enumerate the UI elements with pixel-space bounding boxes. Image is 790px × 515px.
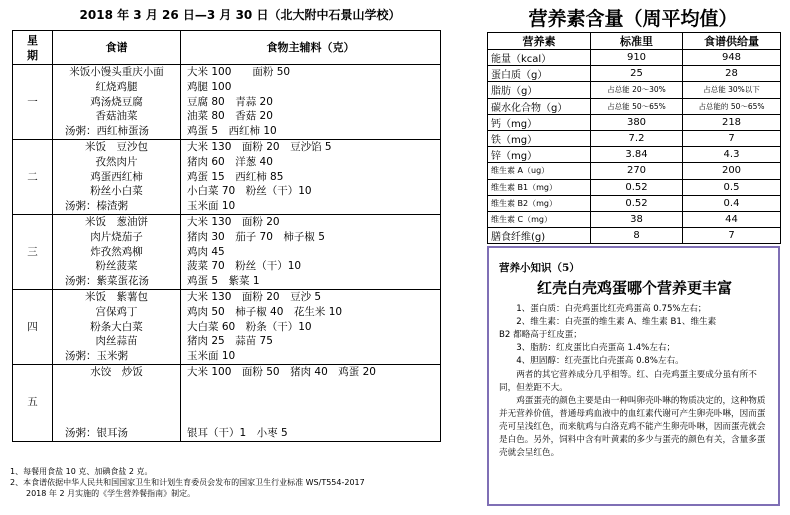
dish-cell [53,139,181,214]
standard-value: 0.52 [591,179,683,195]
dish-name: 水饺 炒饭 [90,365,143,378]
standard-value: 3.84 [591,147,683,163]
dish-name: 粉丝小白菜 [90,185,143,198]
nutrient-name: 维生素 C（mg） [488,211,591,227]
standard-value: 0.52 [591,195,683,211]
standard-value: 38 [591,211,683,227]
standard-value: 25 [591,66,683,82]
standard-value: 占总能 20～30% [591,82,683,98]
knowledge-point: 3、脂肪：红皮蛋比白壳蛋高 1.4%左右； [516,343,676,354]
menu-day-row [13,364,441,441]
ingredient-line: 油菜 80 香菇 20 [187,110,273,123]
dish-cell [53,364,181,441]
nutrition-row [488,98,781,114]
ingredient-line: 大白菜 60 粉条（干）10 [187,320,312,333]
ingredient-line: 鸡蛋 15 西红柿 85 [187,170,284,183]
supply-value: 948 [683,50,781,66]
standard-value: 7.2 [591,130,683,146]
nutrient-name: 蛋白质（g） [488,66,591,82]
nutrient-name: 钙（mg） [488,114,591,130]
day-label: 四 [13,289,53,364]
supply-value: 7 [683,130,781,146]
footnote: 2018 年 2 月实施的《学生营养餐指南》制定。 [26,489,196,498]
menu-day-row [13,214,441,289]
footnote: 1、每餐用食盐 10 克、加碘食盐 2 克。 [10,467,153,476]
knowledge-heading: 营养小知识（5） [499,262,580,274]
day-label: 五 [13,364,53,441]
ingredient-line: 大米 100 面粉 50 [187,66,291,78]
ingredient-line: 玉米面 10 [187,350,236,363]
nutrition-row [488,147,781,163]
nutrient-name: 铁（mg） [488,130,591,146]
menu-day-row [13,139,441,214]
nutrition-row [488,114,781,130]
dish-name: 米饭 豆沙包 [85,140,148,153]
ingredient-line: 大米 130 面粉 20 豆沙 5 [187,290,322,303]
nutrition-header-supply: 食谱供给量 [683,33,781,50]
blank-line [187,395,440,410]
menu-header-day: 星 期 [13,31,53,65]
standard-value: 380 [591,114,683,130]
dish-name: 鸡汤烧豆腐 [90,95,143,108]
nutrition-knowledge-box [487,246,780,506]
menu-header-ingredients: 食物主辅料（克） [181,31,441,65]
nutrition-row [488,228,781,244]
nutrient-name: 脂肪（g） [488,82,591,98]
day-label: 三 [13,214,53,289]
supply-value: 占总能 30%以下 [683,82,781,98]
dish-name: 红烧鸡腿 [95,80,138,93]
menu-day-row [13,65,441,140]
blank-line [187,411,440,426]
nutrient-name: 维生素 B1（mg） [488,179,591,195]
footnote: 2、本食谱依据中华人民共和国国家卫生和计划生育委员会发布的国家卫生行业标准 WS/T554-2017 [10,478,365,487]
ingredients-cell [181,289,441,364]
ingredient-line: 大米 130 面粉 20 [187,215,280,228]
ingredient-line: 鸡肉 45 [187,245,225,258]
menu-footnotes [10,466,450,499]
nutrition-header-nutrient: 营养素 [488,33,591,50]
blank-line [55,411,178,426]
ingredients-cell [181,214,441,289]
soup-name: 汤粥：紫菜蛋花汤 [65,275,149,288]
ingredient-line: 鸡腿 100 [187,80,232,93]
nutrition-header-row [488,33,781,50]
ingredient-line: 大米 100 面粉 50 猪肉 40 鸡蛋 20 [187,365,376,378]
nutrition-title: 营养素含量（周平均值） [528,8,738,30]
blank-line [187,380,440,395]
nutrient-name: 锌（mg） [488,147,591,163]
soup-name: 汤粥：榛渣粥 [65,200,128,213]
dish-name: 粉丝菠菜 [95,260,138,273]
nutrition-row [488,179,781,195]
dish-name: 香菇油菜 [95,110,138,123]
dish-name: 米饭小馒头重庆小面 [69,66,164,78]
supply-value: 0.5 [683,179,781,195]
dish-cell [53,289,181,364]
soup-name: 汤粥：银耳汤 [65,426,128,439]
nutrition-table [487,32,781,244]
dish-cell [53,214,181,289]
ingredient-line: 鸡蛋 5 紫菜 1 [187,275,260,288]
ingredient-line: 大米 130 面粉 20 豆沙馅 5 [187,140,332,153]
ingredient-line: 豆腐 80 青蒜 20 [187,95,273,108]
knowledge-explanation: 鸡蛋蛋壳的颜色主要是由一种叫卵壳卟啉的物质决定的，这种物质并无营养价值，普通母鸡血液中的血红素代谢可产生卵壳卟啉，因而蛋壳可呈浅红色，而来航鸡与白洛克鸡不能产生卵壳卟啉，因而蛋壳就会是白色。另外，饲料中含有叶黄素的多少与蛋壳的颜色有关，含量多蛋壳就会呈红色。 [499,395,766,459]
dish-name: 孜然肉片 [95,155,138,168]
nutrition-header-standard: 标准里 [591,33,683,50]
nutrition-row [488,82,781,98]
menu-table [12,30,441,442]
nutrient-name: 能量（kcal） [488,50,591,66]
ingredient-line: 菠菜 70 粉丝（干）10 [187,260,302,273]
nutrition-row [488,211,781,227]
day-label: 二 [13,139,53,214]
dish-cell [53,65,181,140]
ingredient-line: 猪肉 60 洋葱 40 [187,155,273,168]
knowledge-point: 4、胆固醇：红壳蛋比白壳蛋高 0.8%左右。 [516,356,684,367]
dish-name: 炸孜然鸡柳 [90,245,143,258]
supply-value: 4.3 [683,147,781,163]
nutrient-name: 碳水化合物（g） [488,98,591,114]
supply-value: 200 [683,163,781,179]
nutrition-row [488,130,781,146]
supply-value: 7 [683,228,781,244]
menu-header-row [13,31,441,65]
ingredients-cell [181,65,441,140]
nutrient-name: 膳食纤维(g) [488,228,591,244]
ingredient-line: 猪肉 30 茄子 70 柿子椒 5 [187,230,325,243]
dish-name: 鸡蛋西红柿 [90,170,143,183]
knowledge-title: 红壳白壳鸡蛋哪个营养更丰富 [536,279,732,297]
ingredients-cell [181,139,441,214]
supply-value: 218 [683,114,781,130]
knowledge-summary: 两者的其它营养成分几乎相等。红、白壳鸡蛋主要成分虽有所不同，但差距不大。 [499,369,757,393]
knowledge-point: 1、蛋白质：白壳鸡蛋比红壳鸡蛋高 0.75%左右； [516,304,707,315]
dish-name: 宫保鸡丁 [95,305,138,318]
ingredient-line: 银耳（干）1 小枣 5 [187,426,288,439]
menu-title: 2018 年 3 月 26 日—3 月 30 日（北大附中石景山学校） [79,8,401,22]
ingredient-line: 猪肉 25 蒜苗 75 [187,335,273,348]
dish-name: 米饭 紫薯包 [85,290,148,303]
dish-name: 肉片烧茄子 [90,230,143,243]
supply-value: 0.4 [683,195,781,211]
nutrition-row [488,66,781,82]
knowledge-point: 2、维生素：白壳蛋的维生素 A、维生素 B1、维生素 [516,317,717,328]
standard-value: 270 [591,163,683,179]
nutrition-row [488,50,781,66]
soup-name: 汤粥：西红柿蛋汤 [65,125,149,138]
nutrient-name: 维生素 A（ug） [488,163,591,179]
standard-value: 占总能 50～65% [591,98,683,114]
ingredient-line: 小白菜 70 粉丝（干）10 [187,185,312,198]
menu-day-row [13,289,441,364]
nutrition-row [488,195,781,211]
blank-line [55,380,178,395]
day-label: 一 [13,65,53,140]
standard-value: 8 [591,228,683,244]
supply-value: 44 [683,211,781,227]
menu-header-dish: 食谱 [53,31,181,65]
soup-name: 汤粥：玉米粥 [65,350,128,363]
blank-line [55,395,178,410]
standard-value: 910 [591,50,683,66]
supply-value: 占总能的 50～65% [683,98,781,114]
ingredient-line: 玉米面 10 [187,200,236,213]
nutrient-name: 维生素 B2（mg） [488,195,591,211]
ingredient-line: 鸡肉 50 柿子椒 40 花生米 10 [187,305,343,318]
dish-name: 肉丝蒜苗 [95,335,138,348]
knowledge-point: B2 都略高于红皮蛋； [499,330,582,341]
ingredients-cell [181,364,441,441]
dish-name: 粉条大白菜 [90,320,143,333]
nutrition-row [488,163,781,179]
dish-name: 米饭 葱油饼 [85,215,148,228]
supply-value: 28 [683,66,781,82]
ingredient-line: 鸡蛋 5 西红柿 10 [187,125,277,138]
